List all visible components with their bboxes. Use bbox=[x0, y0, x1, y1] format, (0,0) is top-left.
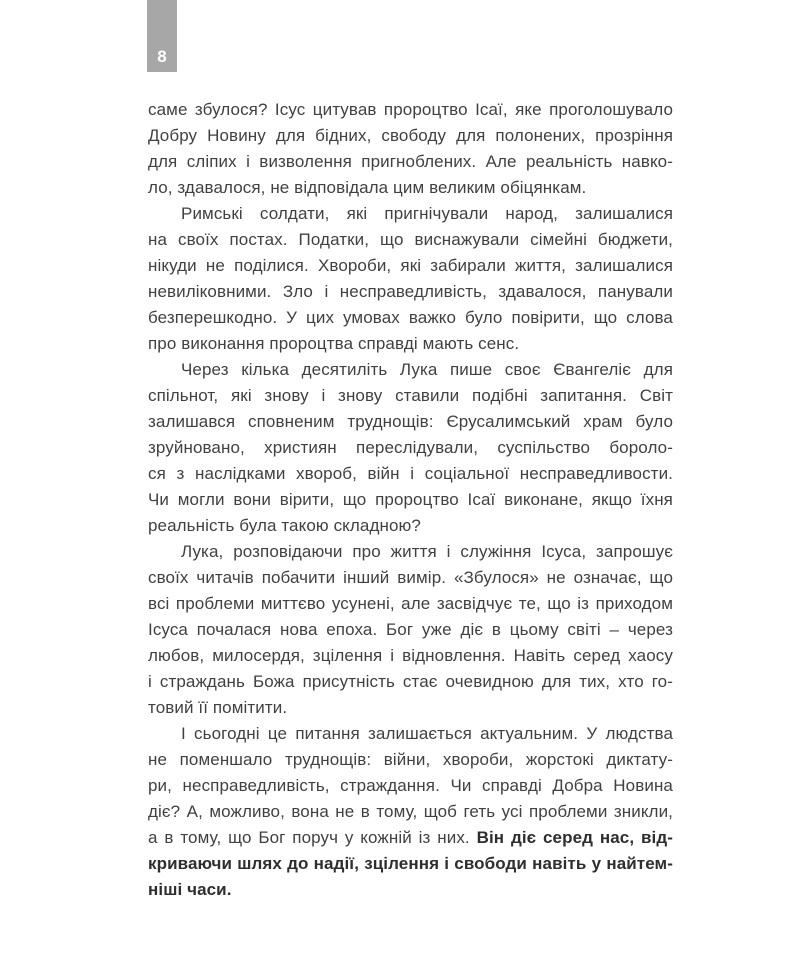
text-line bbox=[148, 747, 673, 773]
bold-text-run: криваючи шлях до надії, зцілення і свободи навіть у найтем- bbox=[148, 854, 673, 873]
text-line bbox=[148, 253, 673, 279]
text-line bbox=[148, 487, 673, 513]
text-line bbox=[148, 617, 673, 643]
text-line bbox=[148, 383, 673, 409]
paragraph bbox=[148, 201, 673, 357]
text-line bbox=[148, 279, 673, 305]
text-line bbox=[148, 695, 673, 721]
text-run: а в тому, що Бог поруч у кожній із них. bbox=[148, 828, 477, 847]
text-run: спільнот, які знову і знову ставили подібні запитання. Світ bbox=[148, 386, 673, 405]
text-run: діє? А, можливо, вона не в тому, щоб геть усі проблеми зникли, bbox=[148, 802, 673, 821]
text-run: товий її помітити. bbox=[148, 698, 288, 717]
text-run: і страждань Божа присутність стає очевидною для тих, хто го- bbox=[148, 672, 673, 691]
text-line bbox=[148, 175, 673, 201]
text-line bbox=[148, 461, 673, 487]
paragraph bbox=[148, 539, 673, 721]
text-run: ся з наслідками хвороб, війн і соціальної несправедливости. bbox=[148, 464, 673, 483]
bold-text-run: Він діє серед нас, від- bbox=[476, 828, 673, 847]
text-run: всі проблеми миттєво усунені, але засвідчує те, що із приходом bbox=[148, 594, 673, 613]
text-run: безперешкодно. У цих умовах важко було повірити, що слова bbox=[148, 308, 673, 327]
paragraph bbox=[148, 721, 673, 903]
text-run: невиліковними. Зло і несправедливість, здавалося, панували bbox=[148, 282, 673, 301]
paragraph bbox=[148, 357, 673, 539]
text-run: не поменшало труднощів: війни, хвороби, жорстокі диктату- bbox=[148, 750, 673, 769]
text-run: про виконання пророцтва справді мають сенс. bbox=[148, 334, 520, 353]
text-line bbox=[148, 201, 673, 227]
text-run: Ісуса почалася нова епоха. Бог уже діє в цьому світі – через bbox=[148, 620, 673, 639]
text-run: нікуди не поділися. Хвороби, які забирали життя, залишалися bbox=[148, 256, 673, 275]
text-run: зруйновано, християн переслідували, суспільство бороло- bbox=[148, 438, 673, 457]
text-line bbox=[148, 357, 673, 383]
text-run: Лука, розповідаючи про життя і служіння Ісуса, запрошує bbox=[181, 542, 673, 561]
text-line bbox=[148, 825, 673, 851]
text-run: своїх читачів побачити інший вимір. «Збулося» не означає, що bbox=[148, 568, 673, 587]
text-line bbox=[148, 591, 673, 617]
text-line bbox=[148, 409, 673, 435]
text-line bbox=[148, 539, 673, 565]
text-line bbox=[148, 513, 673, 539]
text-run: саме збулося? Ісус цитував пророцтво Ісаї, яке проголошувало bbox=[148, 100, 673, 119]
text-run: Через кілька десятиліть Лука пише своє Євангеліє для bbox=[181, 360, 673, 379]
text-run: Римські солдати, які пригнічували народ, залишалися bbox=[181, 204, 673, 223]
text-run: І сьогодні це питання залишається актуальним. У людства bbox=[181, 724, 673, 743]
page-number: 8 bbox=[157, 47, 167, 66]
text-line bbox=[148, 331, 673, 357]
text-run: ло, здавалося, не відповідала цим великим обіцянкам. bbox=[148, 178, 587, 197]
text-line bbox=[148, 773, 673, 799]
text-line bbox=[148, 643, 673, 669]
text-line bbox=[148, 877, 673, 903]
text-run: ри, несправедливість, страждання. Чи справді Добра Новина bbox=[148, 776, 673, 795]
text-block bbox=[148, 97, 673, 903]
text-line bbox=[148, 799, 673, 825]
text-line bbox=[148, 149, 673, 175]
page-number-bar bbox=[147, 0, 177, 72]
bold-text-run: ніші часи. bbox=[148, 880, 232, 899]
text-line bbox=[148, 721, 673, 747]
text-run: реальність була такою складною? bbox=[148, 516, 421, 535]
text-line bbox=[148, 435, 673, 461]
text-line bbox=[148, 851, 673, 877]
text-line bbox=[148, 123, 673, 149]
text-run: любов, милосердя, зцілення і відновлення. Навіть серед хаосу bbox=[148, 646, 673, 665]
text-run: залишався сповненим труднощів: Єрусалимський храм було bbox=[148, 412, 673, 431]
text-run: Чи могли вони вірити, що пророцтво Ісаї виконане, якщо їхня bbox=[148, 490, 673, 509]
text-line bbox=[148, 305, 673, 331]
text-line bbox=[148, 97, 673, 123]
paragraph bbox=[148, 97, 673, 201]
text-line bbox=[148, 565, 673, 591]
text-run: на своїх постах. Податки, що виснажували сімейні бюджети, bbox=[148, 230, 673, 249]
text-run: для сліпих і визволення пригноблених. Але реальність навко- bbox=[148, 152, 673, 171]
text-line bbox=[148, 669, 673, 695]
text-line bbox=[148, 227, 673, 253]
text-run: Добру Новину для бідних, свободу для полонених, прозріння bbox=[148, 126, 673, 145]
